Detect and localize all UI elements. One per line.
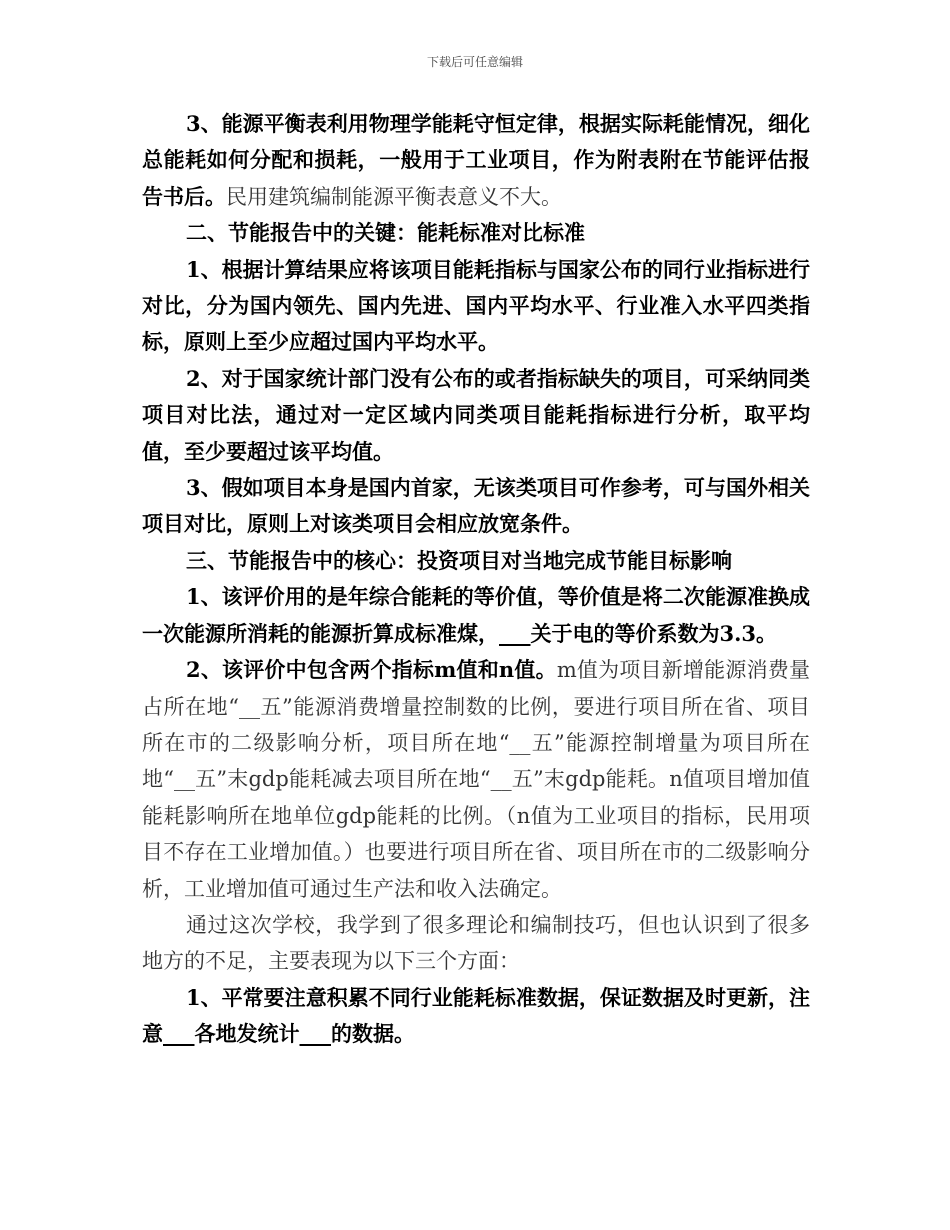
paragraph-bold-text: 1、根据计算结果应将该项目能耗指标与国家公布的同行业指标进行对比，分为国内领先、国内先进、国内平均水平、行业准入水平四类指标，原则上至少应超过国内平均水平。 (142, 256, 810, 355)
paragraph-equivalent-value (142, 579, 810, 652)
heading-text: 二、节能报告中的关键：能耗标准对比标准 (186, 220, 585, 246)
section-heading-key (142, 215, 810, 251)
section-heading-core (142, 543, 810, 579)
paragraph-bold-text: 1、该评价用的是年综合能耗的等价值，等价值是将二次能源准换成一次能源所消耗的能源折算成标准煤，___关于电的等价系数为3.3。 (142, 584, 810, 646)
paragraph-reflection (142, 907, 810, 980)
paragraph-bold-text: 3、假如项目本身是国内首家，无该类项目可作参考，可与国外相关项目对比，原则上对该类项目会相应放宽条件。 (142, 475, 810, 537)
paragraph-energy-balance (142, 106, 810, 215)
paragraph-point-one (142, 980, 810, 1053)
paragraph-bold-text: 1、平常要注意积累不同行业能耗标准数据，保证数据及时更新，注意___各地发统计___的数据。 (142, 984, 810, 1047)
paragraph-bold-text: 3、能源平衡表利用物理学能耗守恒定律，根据实际耗能情况，细化总能耗如何分配和损耗，一般用于工业项目，作为附表附在节能评估报告书后。 (142, 111, 810, 209)
paragraph-normal-text: 民用建筑编制能源平衡表意义不大。 (226, 184, 562, 209)
document-body (142, 106, 810, 1053)
paragraph-bold-text: 2、对于国家统计部门没有公布的或者指标缺失的项目，可采纳同类项目对比法，通过对一定区域内同类项目能耗指标进行分析，取平均值，至少要超过该平均值。 (142, 365, 810, 464)
paragraph-compare-national (142, 252, 810, 361)
page-header: 下载后可任意编辑 (426, 55, 523, 69)
paragraph-m-n-values (142, 652, 810, 907)
paragraph-compare-similar (142, 361, 810, 470)
paragraph-bold-text: 2、该评价中包含两个指标m值和n值。 (186, 657, 557, 683)
paragraph-compare-foreign (142, 470, 810, 543)
paragraph-normal-text: m值为项目新增能源消费量占所在地“__五”能源消费增量控制数的比例，要进行项目所在省、项目所在市的二级影响分析，项目所在地“__五”能源控制增量为项目所在地“__五”末gdp能耗减去项目所在地“__五”末gdp能耗。n值项目增加值能耗影响所在地单位gdp能耗的比例。（n值为工业项目的指标，民用项目不存在工业增加值。）也要进行项目所在省、项目所在市的二级影响分析，工业增加值可通过生产法和收入法确定。 (142, 658, 810, 901)
paragraph-normal-text: 通过这次学校，我学到了很多理论和编制技巧，但也认识到了很多地方的不足，主要表现为以下三个方面： (142, 912, 810, 974)
heading-text: 三、节能报告中的核心：投资项目对当地完成节能目标影响 (186, 547, 732, 573)
